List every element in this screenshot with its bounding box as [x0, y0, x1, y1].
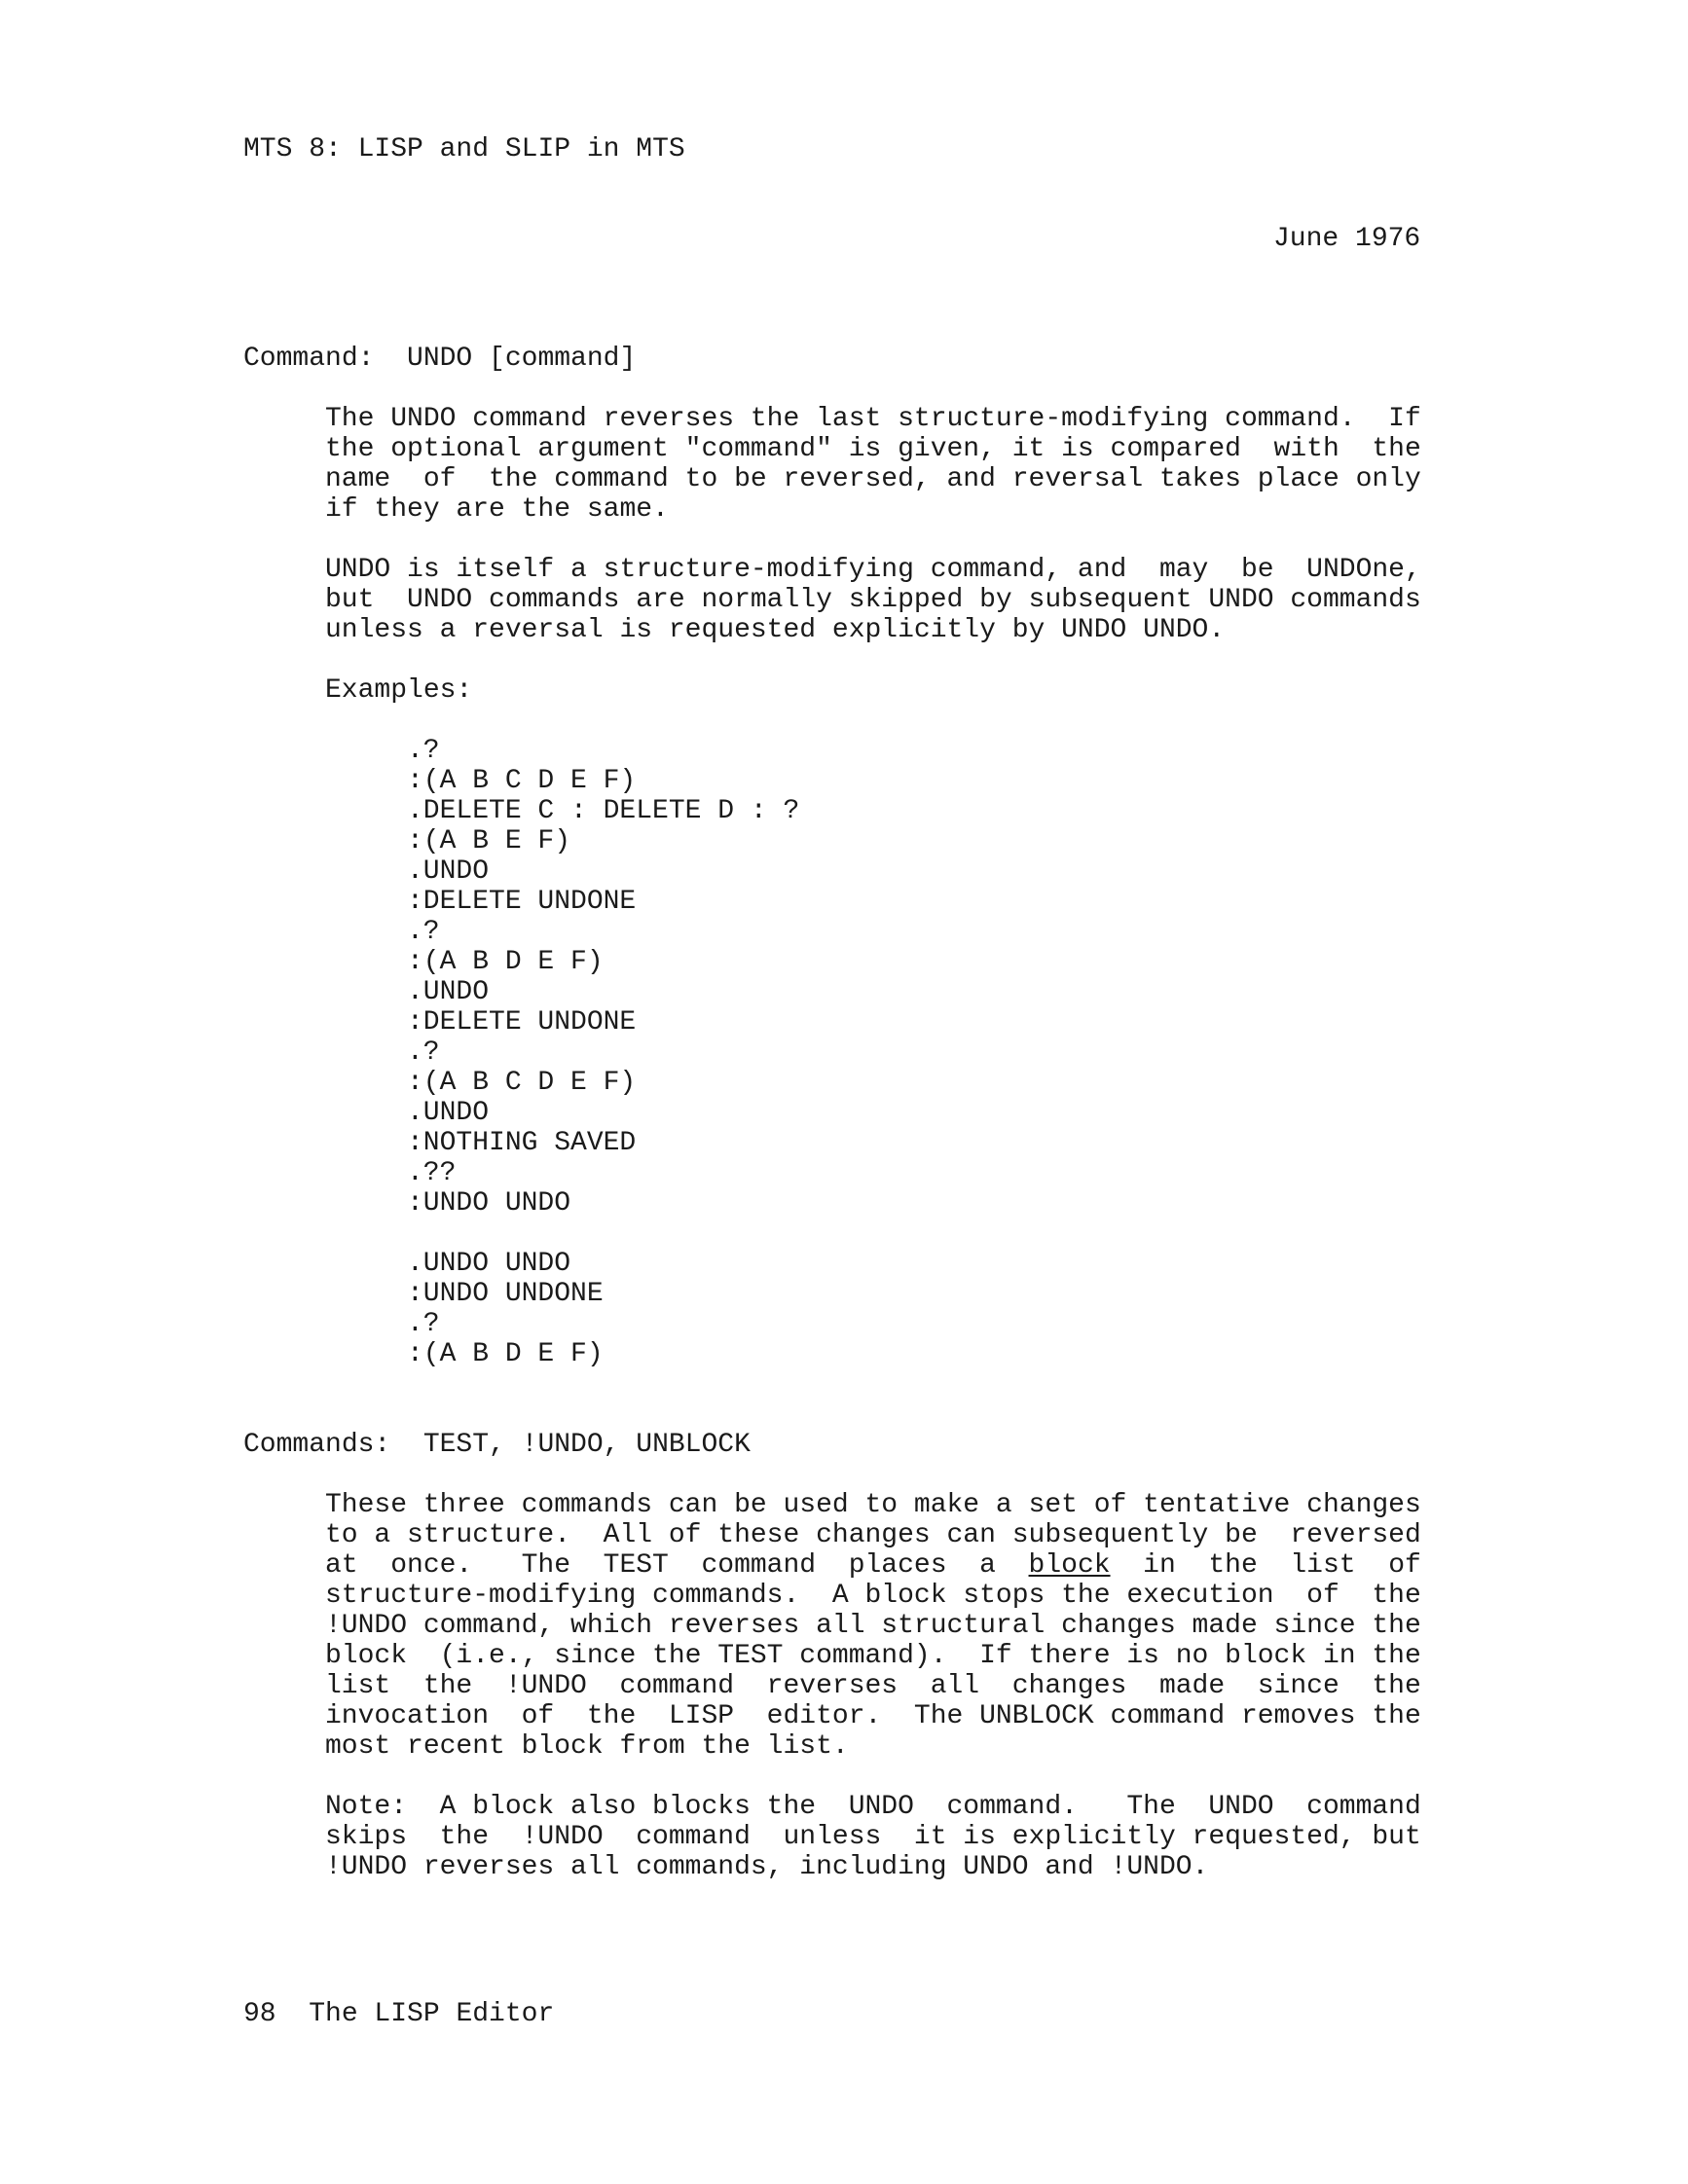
text-line: !UNDO reverses all commands, including UNDO and !UNDO.	[325, 1852, 1209, 1882]
examples-label: Examples:	[325, 675, 473, 706]
section-heading-undo: Command: UNDO [command]	[243, 344, 637, 374]
text-line: block (i.e., since the TEST command). If there is no block in the	[325, 1641, 1421, 1671]
text-line: to a structure. All of these changes can subsequently be reversed	[325, 1520, 1421, 1550]
section-heading-test: Commands: TEST, !UNDO, UNBLOCK	[243, 1430, 751, 1460]
code-line: .DELETE C : DELETE D : ?	[407, 796, 800, 826]
text-line: if they are the same.	[325, 494, 669, 525]
code-line: :(A B D E F)	[407, 1339, 604, 1369]
text-line: the optional argument "command" is given, it is compared with the	[325, 434, 1421, 464]
code-line: .UNDO	[407, 1098, 490, 1128]
text-line: These three commands can be used to make a set of tentative changes	[325, 1490, 1421, 1520]
code-line: :DELETE UNDONE	[407, 887, 637, 917]
footer-title: The LISP Editor	[309, 1999, 555, 2029]
text-line: Note: A block also blocks the UNDO command. The UNDO command	[325, 1792, 1421, 1822]
code-line: .?	[407, 1309, 440, 1339]
underlined-term-block: block	[1028, 1550, 1111, 1581]
code-line: :(A B D E F)	[407, 947, 604, 977]
code-line: .?	[407, 736, 440, 766]
text-line: The UNDO command reverses the last structure-modifying command. If	[325, 404, 1421, 434]
text-line: skips the !UNDO command unless it is explicitly requested, but	[325, 1822, 1421, 1852]
footer	[243, 1999, 554, 2029]
code-line: .?	[407, 1037, 440, 1068]
code-line: .UNDO	[407, 977, 490, 1007]
code-line: .UNDO	[407, 856, 490, 887]
text-segment: in the list of	[1110, 1550, 1421, 1581]
code-line: .??	[407, 1158, 457, 1188]
code-line: :DELETE UNDONE	[407, 1007, 637, 1037]
code-line: :(A B C D E F)	[407, 1068, 637, 1098]
code-line: :NOTHING SAVED	[407, 1128, 637, 1158]
code-line: :(A B E F)	[407, 826, 571, 856]
code-line: .?	[407, 917, 440, 947]
code-line: :(A B C D E F)	[407, 766, 637, 796]
text-line: UNDO is itself a structure-modifying command, and may be UNDOne,	[325, 555, 1421, 585]
text-line: most recent block from the list.	[325, 1731, 849, 1762]
running-header: MTS 8: LISP and SLIP in MTS	[243, 134, 685, 164]
code-line: :UNDO UNDONE	[407, 1279, 604, 1309]
text-line: list the !UNDO command reverses all changes made since the	[325, 1671, 1421, 1701]
text-line: structure-modifying commands. A block stops the execution of the	[325, 1581, 1421, 1611]
page-number: 98	[243, 1999, 276, 2029]
header-date: June 1976	[1273, 224, 1421, 254]
code-line: :UNDO UNDO	[407, 1188, 571, 1219]
text-line	[325, 1550, 1421, 1581]
text-line: but UNDO commands are normally skipped by subsequent UNDO commands	[325, 585, 1421, 615]
text-line: name of the command to be reversed, and reversal takes place only	[325, 464, 1421, 494]
text-line: unless a reversal is requested explicitly by UNDO UNDO.	[325, 615, 1226, 645]
text-line: !UNDO command, which reverses all structural changes made since the	[325, 1611, 1421, 1641]
text-segment: at once. The TEST command places a	[325, 1550, 1029, 1581]
code-line: .UNDO UNDO	[407, 1249, 571, 1279]
text-line: invocation of the LISP editor. The UNBLOCK command removes the	[325, 1701, 1421, 1731]
